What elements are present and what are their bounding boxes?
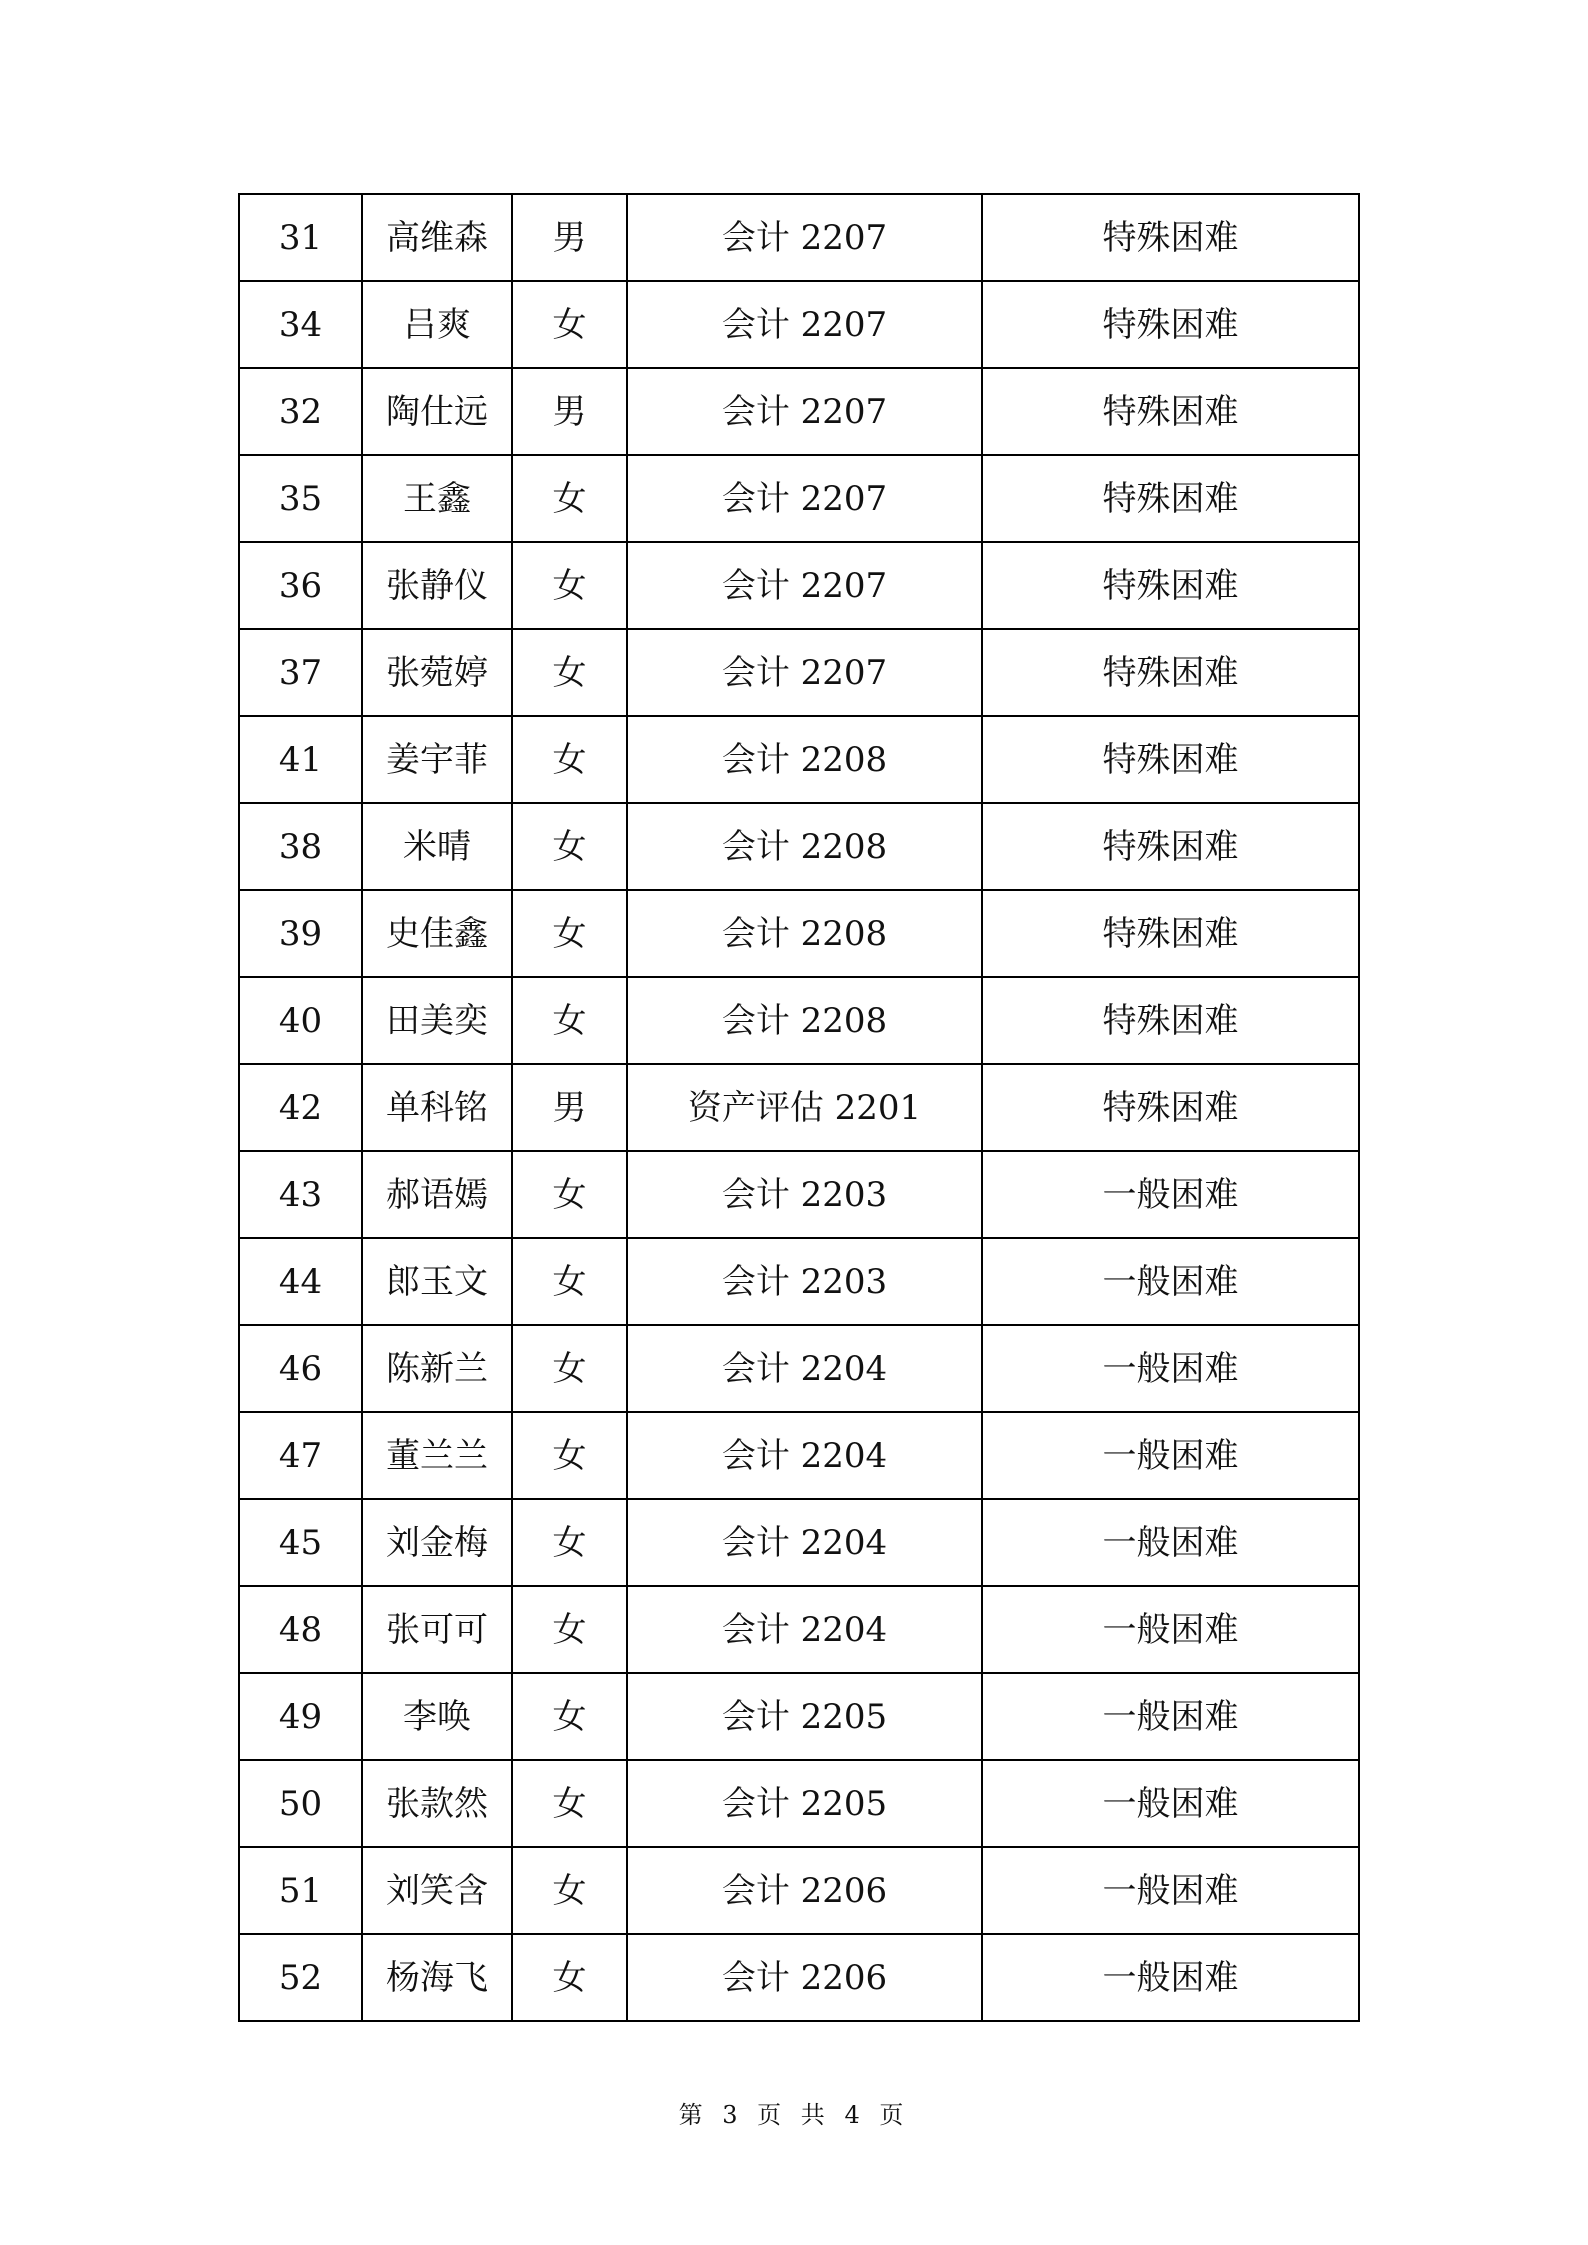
cell-number: 49 xyxy=(239,1673,362,1760)
cell-sex: 女 xyxy=(512,1847,627,1934)
cell-sex: 女 xyxy=(512,1325,627,1412)
cell-difficulty-level: 一般困难 xyxy=(982,1412,1359,1499)
cell-number: 48 xyxy=(239,1586,362,1673)
cell-number: 39 xyxy=(239,890,362,977)
cell-difficulty-level: 一般困难 xyxy=(982,1673,1359,1760)
cell-name: 张静仪 xyxy=(362,542,512,629)
cell-name: 单科铭 xyxy=(362,1064,512,1151)
cell-name: 郝语嫣 xyxy=(362,1151,512,1238)
cell-name: 王鑫 xyxy=(362,455,512,542)
student-table-body xyxy=(239,194,1359,2021)
cell-difficulty-level: 特殊困难 xyxy=(982,803,1359,890)
table-row xyxy=(239,1934,1359,2021)
cell-sex: 女 xyxy=(512,803,627,890)
table-row xyxy=(239,1586,1359,1673)
cell-difficulty-level: 一般困难 xyxy=(982,1499,1359,1586)
cell-number: 36 xyxy=(239,542,362,629)
table-row xyxy=(239,629,1359,716)
cell-sex: 女 xyxy=(512,1412,627,1499)
cell-difficulty-level: 一般困难 xyxy=(982,1238,1359,1325)
student-table xyxy=(238,193,1360,2022)
table-row xyxy=(239,803,1359,890)
cell-sex: 女 xyxy=(512,716,627,803)
cell-class: 会计 2207 xyxy=(627,542,982,629)
table-row xyxy=(239,455,1359,542)
cell-number: 42 xyxy=(239,1064,362,1151)
cell-sex: 女 xyxy=(512,455,627,542)
cell-class: 会计 2204 xyxy=(627,1412,982,1499)
cell-number: 45 xyxy=(239,1499,362,1586)
cell-name: 史佳鑫 xyxy=(362,890,512,977)
cell-class: 会计 2204 xyxy=(627,1325,982,1412)
cell-class: 会计 2203 xyxy=(627,1151,982,1238)
cell-sex: 女 xyxy=(512,1586,627,1673)
cell-sex: 女 xyxy=(512,977,627,1064)
cell-sex: 女 xyxy=(512,1673,627,1760)
cell-difficulty-level: 特殊困难 xyxy=(982,716,1359,803)
cell-class: 会计 2207 xyxy=(627,455,982,542)
table-row xyxy=(239,368,1359,455)
cell-class: 会计 2207 xyxy=(627,368,982,455)
cell-class: 资产评估 2201 xyxy=(627,1064,982,1151)
cell-number: 47 xyxy=(239,1412,362,1499)
cell-number: 51 xyxy=(239,1847,362,1934)
table-row xyxy=(239,1064,1359,1151)
table-row xyxy=(239,1325,1359,1412)
cell-difficulty-level: 特殊困难 xyxy=(982,977,1359,1064)
table-row xyxy=(239,977,1359,1064)
cell-class: 会计 2207 xyxy=(627,281,982,368)
cell-sex: 女 xyxy=(512,1238,627,1325)
cell-difficulty-level: 一般困难 xyxy=(982,1586,1359,1673)
cell-difficulty-level: 一般困难 xyxy=(982,1847,1359,1934)
cell-number: 43 xyxy=(239,1151,362,1238)
table-row xyxy=(239,194,1359,281)
cell-number: 41 xyxy=(239,716,362,803)
cell-name: 陈新兰 xyxy=(362,1325,512,1412)
cell-name: 李唤 xyxy=(362,1673,512,1760)
cell-difficulty-level: 一般困难 xyxy=(982,1151,1359,1238)
cell-class: 会计 2206 xyxy=(627,1934,982,2021)
cell-number: 31 xyxy=(239,194,362,281)
cell-sex: 女 xyxy=(512,890,627,977)
cell-difficulty-level: 一般困难 xyxy=(982,1934,1359,2021)
cell-name: 高维森 xyxy=(362,194,512,281)
cell-name: 吕爽 xyxy=(362,281,512,368)
cell-class: 会计 2208 xyxy=(627,716,982,803)
table-row xyxy=(239,1238,1359,1325)
table-row xyxy=(239,1151,1359,1238)
cell-number: 52 xyxy=(239,1934,362,2021)
cell-number: 34 xyxy=(239,281,362,368)
cell-number: 50 xyxy=(239,1760,362,1847)
cell-class: 会计 2208 xyxy=(627,977,982,1064)
cell-class: 会计 2204 xyxy=(627,1499,982,1586)
cell-difficulty-level: 特殊困难 xyxy=(982,890,1359,977)
cell-difficulty-level: 特殊困难 xyxy=(982,629,1359,716)
cell-number: 37 xyxy=(239,629,362,716)
cell-difficulty-level: 特殊困难 xyxy=(982,281,1359,368)
cell-sex: 女 xyxy=(512,1934,627,2021)
table-row xyxy=(239,890,1359,977)
cell-number: 35 xyxy=(239,455,362,542)
cell-number: 32 xyxy=(239,368,362,455)
cell-difficulty-level: 一般困难 xyxy=(982,1760,1359,1847)
cell-class: 会计 2208 xyxy=(627,890,982,977)
page-number-footer: 第 3 页 共 4 页 xyxy=(678,2101,910,2129)
cell-sex: 女 xyxy=(512,1499,627,1586)
cell-class: 会计 2203 xyxy=(627,1238,982,1325)
cell-name: 姜宇菲 xyxy=(362,716,512,803)
cell-number: 40 xyxy=(239,977,362,1064)
cell-name: 张菀婷 xyxy=(362,629,512,716)
cell-name: 陶仕远 xyxy=(362,368,512,455)
cell-sex: 女 xyxy=(512,281,627,368)
cell-class: 会计 2207 xyxy=(627,194,982,281)
cell-number: 46 xyxy=(239,1325,362,1412)
cell-sex: 男 xyxy=(512,368,627,455)
cell-name: 张可可 xyxy=(362,1586,512,1673)
cell-difficulty-level: 特殊困难 xyxy=(982,455,1359,542)
cell-class: 会计 2208 xyxy=(627,803,982,890)
table-row xyxy=(239,716,1359,803)
cell-difficulty-level: 特殊困难 xyxy=(982,368,1359,455)
cell-name: 郎玉文 xyxy=(362,1238,512,1325)
cell-class: 会计 2204 xyxy=(627,1586,982,1673)
cell-name: 田美奕 xyxy=(362,977,512,1064)
cell-number: 44 xyxy=(239,1238,362,1325)
table-row xyxy=(239,1673,1359,1760)
cell-name: 杨海飞 xyxy=(362,1934,512,2021)
cell-sex: 男 xyxy=(512,1064,627,1151)
cell-class: 会计 2205 xyxy=(627,1673,982,1760)
cell-name: 张款然 xyxy=(362,1760,512,1847)
cell-difficulty-level: 特殊困难 xyxy=(982,1064,1359,1151)
table-row xyxy=(239,1847,1359,1934)
cell-name: 米晴 xyxy=(362,803,512,890)
cell-sex: 女 xyxy=(512,1151,627,1238)
cell-sex: 女 xyxy=(512,542,627,629)
table-row xyxy=(239,281,1359,368)
cell-difficulty-level: 特殊困难 xyxy=(982,194,1359,281)
cell-class: 会计 2207 xyxy=(627,629,982,716)
table-row xyxy=(239,542,1359,629)
cell-name: 董兰兰 xyxy=(362,1412,512,1499)
cell-sex: 女 xyxy=(512,629,627,716)
cell-sex: 女 xyxy=(512,1760,627,1847)
cell-class: 会计 2205 xyxy=(627,1760,982,1847)
cell-name: 刘笑含 xyxy=(362,1847,512,1934)
table-row xyxy=(239,1760,1359,1847)
cell-sex: 男 xyxy=(512,194,627,281)
table-row xyxy=(239,1412,1359,1499)
cell-difficulty-level: 特殊困难 xyxy=(982,542,1359,629)
cell-name: 刘金梅 xyxy=(362,1499,512,1586)
cell-number: 38 xyxy=(239,803,362,890)
cell-class: 会计 2206 xyxy=(627,1847,982,1934)
table-row xyxy=(239,1499,1359,1586)
cell-difficulty-level: 一般困难 xyxy=(982,1325,1359,1412)
